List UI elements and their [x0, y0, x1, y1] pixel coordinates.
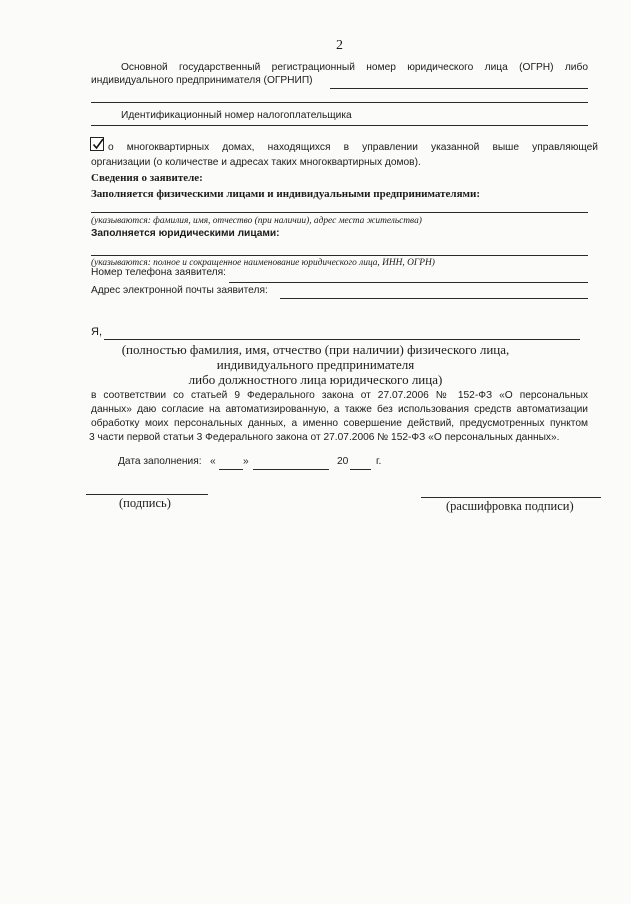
inn-input-line[interactable] — [91, 125, 588, 126]
decryption-caption: (расшифровка подписи) — [446, 499, 574, 513]
inn-label: Идентификационный номер налогоплательщика — [121, 110, 352, 121]
date-close-quote: » — [243, 456, 249, 467]
page-number: 2 — [336, 38, 343, 53]
fullname-input-line[interactable] — [104, 339, 580, 340]
applicant-heading: Сведения о заявителе: — [91, 172, 203, 184]
fullname-caption-line3: либо должностного лица юридического лица) — [188, 372, 443, 387]
ogrn-input-line[interactable] — [330, 88, 588, 89]
ya-label: Я, — [91, 326, 102, 338]
date-month-input-line[interactable] — [253, 469, 329, 470]
date-open-quote: « — [210, 456, 216, 467]
individuals-input-line[interactable] — [91, 212, 588, 213]
email-label: Адрес электронной почты заявителя: — [91, 285, 268, 296]
decryption-input-line[interactable] — [421, 497, 601, 498]
checkmark-icon — [92, 138, 104, 150]
consent-text-line2: данных» даю согласие на автоматизированную, а также без использования средств автоматизации — [91, 404, 588, 415]
consent-text-line1: в соответствии со статьей 9 Федерального закона от 27.07.2006 № 152-ФЗ «О персональных — [91, 390, 588, 401]
date-label: Дата заполнения: — [118, 456, 202, 467]
signature-input-line[interactable] — [86, 494, 208, 495]
ogrn-label-line2: индивидуального предпринимателя (ОГРНИП) — [91, 75, 313, 86]
fullname-caption-line1: (полностью фамилия, имя, отчество (при наличии) физического лица, — [121, 342, 510, 357]
individuals-hint: (указываются: фамилия, имя, отчество (при наличии), адрес места жительства) — [91, 216, 422, 226]
date-year-input-line[interactable] — [350, 469, 371, 470]
fullname-caption-line2: индивидуального предпринимателя — [216, 357, 415, 372]
ogrn-label-line1: Основной государственный регистрационный номер юридического лица (ОГРН) либо — [121, 62, 588, 73]
date-day-input-line[interactable] — [219, 469, 243, 470]
phone-input-line[interactable] — [229, 282, 588, 283]
date-year-prefix: 20 — [337, 456, 349, 467]
phone-label: Номер телефона заявителя: — [91, 267, 226, 278]
consent-text-line3: обработку моих персональных данных, а именно совершение действий, предусмотренных пунктом — [91, 418, 588, 429]
management-text-line1: о многоквартирных домах, находящихся в управлении указанной выше управляющей — [108, 142, 598, 153]
email-input-line[interactable] — [280, 298, 588, 299]
ogrn-input-line-2[interactable] — [91, 102, 588, 103]
management-checkbox[interactable] — [90, 137, 104, 151]
management-text-line2: организации (о количестве и адресах таких многоквартирных домов). — [91, 157, 421, 168]
consent-text-line4: 3 части первой статьи 3 Федерального закона от 27.07.2006 № 152-ФЗ «О персональных данных». — [89, 432, 560, 443]
legal-input-line[interactable] — [91, 255, 588, 256]
legal-hint: (указываются: полное и сокращенное наименование юридического лица, ИНН, ОГРН) — [91, 258, 435, 268]
legal-heading: Заполняется юридическими лицами: — [91, 228, 280, 239]
signature-caption: (подпись) — [119, 496, 171, 510]
individuals-heading: Заполняется физическими лицами и индивидуальными предпринимателями: — [91, 188, 481, 200]
date-year-suffix: г. — [376, 456, 382, 467]
